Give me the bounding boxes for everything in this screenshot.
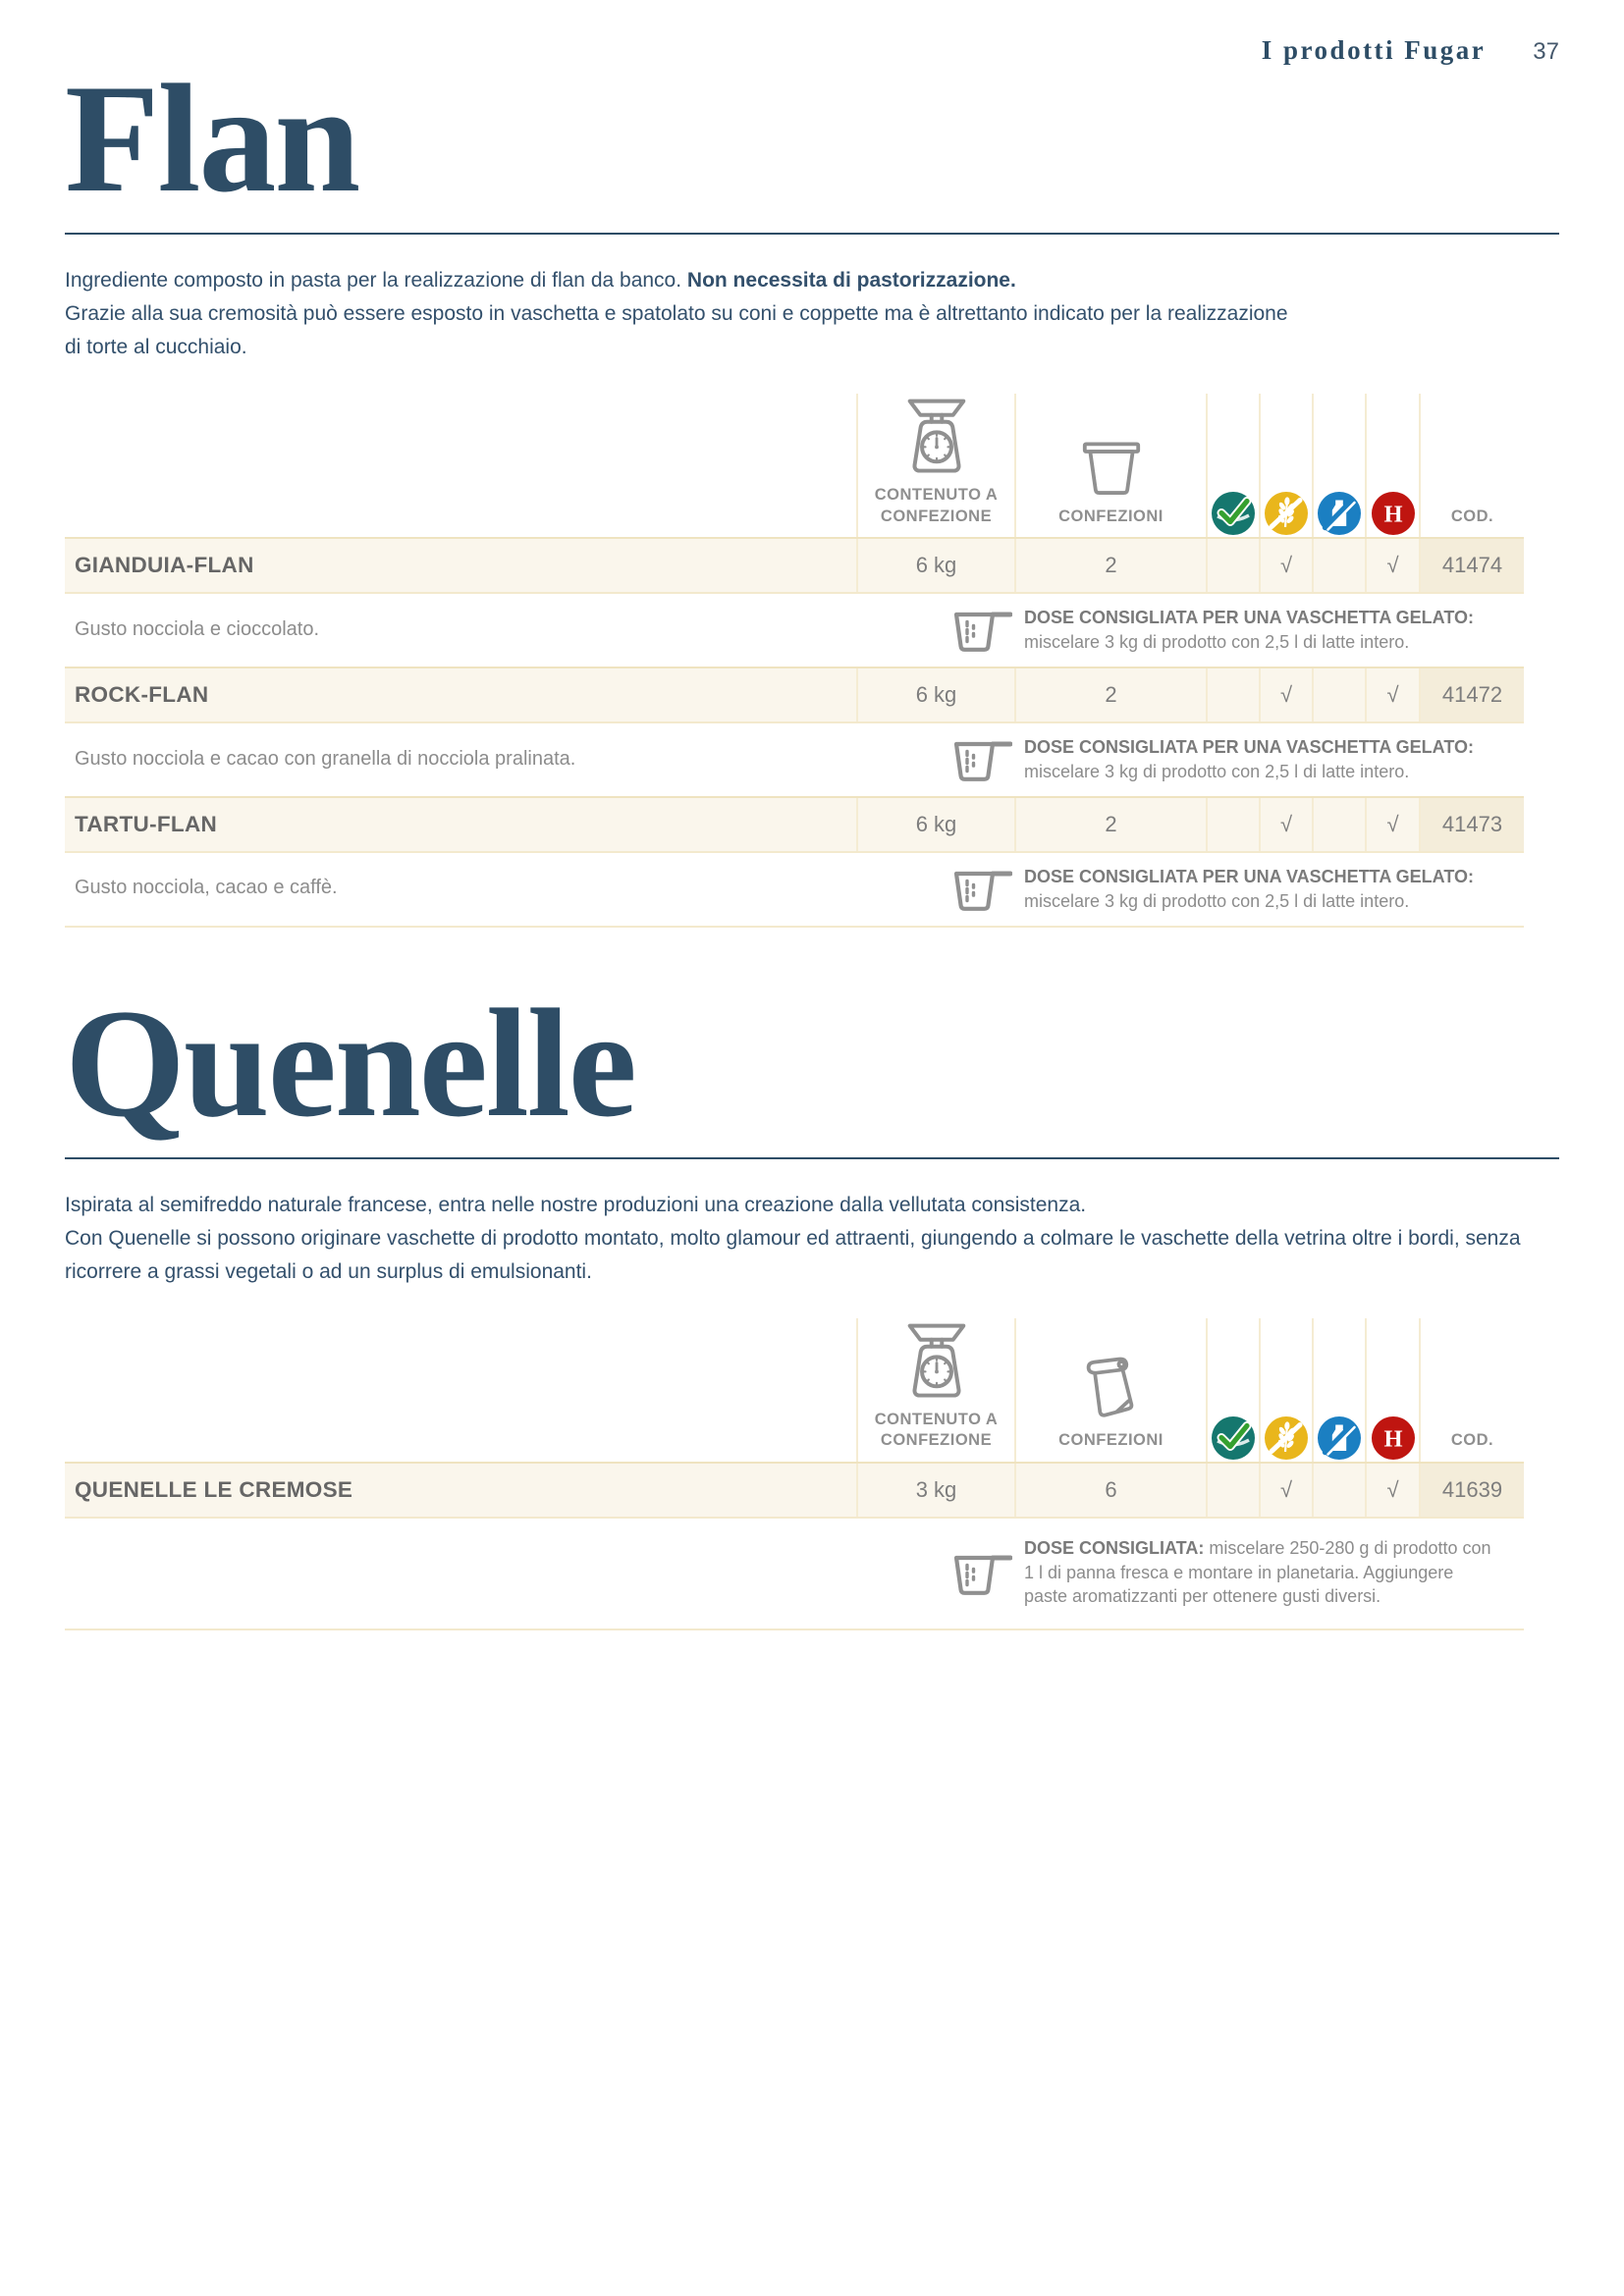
product-name: TARTU-FLAN <box>75 812 218 837</box>
table-row <box>65 667 1524 723</box>
dose-label: DOSE CONSIGLIATA PER UNA VASCHETTA GELATO: <box>1024 867 1475 887</box>
gluten-free-check: √ <box>1259 668 1312 721</box>
lactose-free-check <box>1312 1464 1365 1517</box>
veg-check <box>1206 668 1259 721</box>
contenuto-value: 6 kg <box>856 668 1014 721</box>
product-description: Gusto nocciola, cacao e caffè. <box>75 877 338 899</box>
tub-icon <box>1078 440 1145 497</box>
section-flan <box>65 53 1559 928</box>
title-rule <box>65 233 1559 235</box>
table-row <box>65 1462 1524 1519</box>
col-label-cod: COD. <box>1450 1431 1494 1450</box>
contenuto-value: 6 kg <box>856 539 1014 592</box>
page-number: 37 <box>1533 38 1559 65</box>
product-name: QUENELLE LE CREMOSE <box>75 1476 353 1502</box>
veg-check <box>1206 1464 1259 1517</box>
section-title-quenelle: Quenelle <box>65 977 635 1149</box>
veg-check <box>1206 539 1259 592</box>
lactose-free-check <box>1312 539 1365 592</box>
confezioni-value: 2 <box>1014 798 1206 851</box>
product-name: GIANDUIA-FLAN <box>75 553 254 578</box>
dose-text: miscelare 3 kg di prodotto con 2,5 l di latte intero. <box>1024 762 1410 782</box>
dose-text: miscelare 3 kg di prodotto con 2,5 l di latte intero. <box>1024 632 1410 653</box>
section-title-flan: Flan <box>65 53 359 225</box>
quenelle-intro-rest: Con Quenelle si possono originare vaschette di prodotto montato, molto glamour ed attraenti, giungendo a colmare le vaschette della vetrina oltre i bordi, senza ricorrere a grassi vegetali o ad un surplus di emulsionanti. <box>65 1226 1521 1283</box>
table-desc-row <box>65 723 1524 796</box>
dose-text: miscelare 3 kg di prodotto con 2,5 l di latte intero. <box>1024 890 1410 911</box>
contenuto-value: 3 kg <box>856 1464 1014 1517</box>
product-code: 41473 <box>1419 798 1524 851</box>
product-description: Gusto nocciola e cacao con granella di nocciola pralinata. <box>75 747 576 770</box>
measuring-cup-icon <box>949 735 1012 784</box>
gluten-free-badge-icon <box>1265 1416 1308 1460</box>
measuring-cup-icon <box>949 1549 1012 1598</box>
contenuto-value: 6 kg <box>856 798 1014 851</box>
paper-bag-icon <box>1079 1352 1144 1420</box>
gluten-free-check: √ <box>1259 1464 1312 1517</box>
document-title: I prodotti Fugar <box>1261 35 1487 65</box>
flan-table-header <box>65 394 1524 537</box>
halal-check: √ <box>1365 1464 1419 1517</box>
product-code: 41472 <box>1419 668 1524 721</box>
table-desc-row <box>65 1519 1524 1630</box>
col-label-contenuto: CONTENUTO A CONFEZIONE <box>874 1410 999 1450</box>
product-description <box>65 1559 840 1588</box>
table-desc-row <box>65 594 1524 667</box>
quenelle-table <box>65 1318 1524 1630</box>
flan-intro <box>65 264 1559 364</box>
dose-text: miscelare 250-280 g di prodotto con 1 l di panna fresca e montare in planetaria. Aggiungere paste aromatizzanti per ottenere gusti diversi. <box>1024 1537 1491 1607</box>
scale-icon <box>900 1319 973 1400</box>
flan-intro-bold: Non necessita di pastorizzazione. <box>686 269 1016 292</box>
flan-intro-lead: Ingrediente composto in pasta per la realizzazione di flan da banco. <box>65 269 687 292</box>
lactose-free-badge-icon <box>1318 492 1361 535</box>
quenelle-intro-line1: Ispirata al semifreddo naturale francese, entra nelle nostre produzioni una creazione dalla vellutata consistenza. <box>65 1193 1087 1216</box>
quenelle-table-header <box>65 1318 1524 1462</box>
col-label-cod: COD. <box>1450 507 1494 525</box>
table-row <box>65 796 1524 853</box>
scale-icon <box>900 395 973 475</box>
measuring-cup-icon <box>949 606 1012 655</box>
dose-label: DOSE CONSIGLIATA PER UNA VASCHETTA GELATO: <box>1024 737 1475 758</box>
product-code: 41474 <box>1419 539 1524 592</box>
certified-vegetarian-badge-icon <box>1212 492 1255 535</box>
gluten-free-badge-icon <box>1265 492 1308 535</box>
col-label-contenuto: CONTENUTO A CONFEZIONE <box>874 486 999 525</box>
product-description: Gusto nocciola e cioccolato. <box>75 617 320 640</box>
lactose-free-badge-icon <box>1318 1416 1361 1460</box>
measuring-cup-icon <box>949 865 1012 914</box>
lactose-free-check <box>1312 668 1365 721</box>
confezioni-value: 2 <box>1014 668 1206 721</box>
veg-check <box>1206 798 1259 851</box>
product-name: ROCK-FLAN <box>75 682 209 708</box>
confezioni-value: 2 <box>1014 539 1206 592</box>
certified-vegetarian-badge-icon <box>1212 1416 1255 1460</box>
col-label-confezioni: CONFEZIONI <box>1058 1431 1164 1450</box>
product-code: 41639 <box>1419 1464 1524 1517</box>
halal-check: √ <box>1365 798 1419 851</box>
section-quenelle <box>65 977 1559 1631</box>
quenelle-intro <box>65 1189 1559 1289</box>
table-row <box>65 537 1524 594</box>
table-desc-row <box>65 853 1524 928</box>
dose-label: DOSE CONSIGLIATA: <box>1024 1537 1205 1558</box>
flan-table <box>65 394 1524 928</box>
flan-intro-rest: Grazie alla sua cremosità può essere esposto in vaschetta e spatolato su coni e coppette ma è altrettanto indicato per la realizzazione di torte al cucchiaio. <box>65 302 1288 359</box>
halal-badge-icon <box>1372 492 1415 535</box>
halal-badge-icon <box>1372 1416 1415 1460</box>
halal-check: √ <box>1365 539 1419 592</box>
col-label-confezioni: CONFEZIONI <box>1058 507 1164 525</box>
gluten-free-check: √ <box>1259 539 1312 592</box>
halal-check: √ <box>1365 668 1419 721</box>
confezioni-value: 6 <box>1014 1464 1206 1517</box>
gluten-free-check: √ <box>1259 798 1312 851</box>
dose-label: DOSE CONSIGLIATA PER UNA VASCHETTA GELATO: <box>1024 608 1475 628</box>
lactose-free-check <box>1312 798 1365 851</box>
title-rule <box>65 1157 1559 1159</box>
